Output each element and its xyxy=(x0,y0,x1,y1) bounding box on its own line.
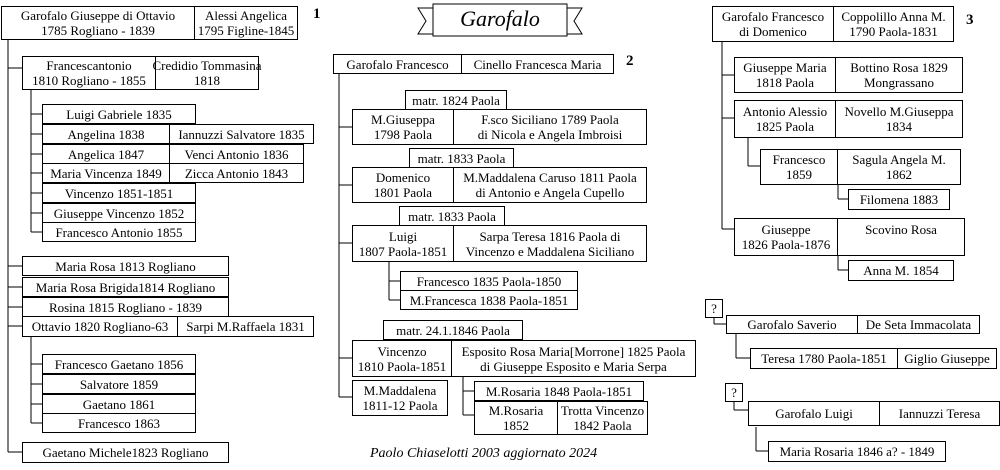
person-origin: di Domenico xyxy=(739,24,807,39)
spouse-box xyxy=(557,401,648,435)
spouse-parents: di Giuseppe Esposito e Maria Serpa xyxy=(480,358,667,374)
child-box: Ottavio 1820 Rogliano-63 xyxy=(22,316,178,337)
page-title: Garofalo xyxy=(460,6,540,31)
person-box: Garofalo Luigi xyxy=(748,401,880,426)
person-dates: 1807 Paola-1851 xyxy=(358,243,448,259)
spouse-dates: 1818 xyxy=(194,73,220,88)
family-number: 3 xyxy=(966,12,974,28)
family-number: 2 xyxy=(626,53,634,69)
spouse-box xyxy=(837,149,961,185)
marriage-label: matr. 24.1.1846 Paola xyxy=(383,320,523,340)
spouse-parents: di Antonio e Angela Cupello xyxy=(475,185,625,200)
spouse-box xyxy=(152,56,262,90)
child-box: Maria Rosa Brigida1814 Rogliano xyxy=(22,277,229,297)
child-dates: 1825 Paola xyxy=(755,119,815,134)
child-box: Luigi Gabriele 1835 xyxy=(42,104,196,124)
child-box: Maria Rosaria 1846 a? - 1849 xyxy=(768,441,946,462)
spouse-name: Trotta Vincenzo xyxy=(560,403,645,418)
child-box: Maria Vincenza 1849 xyxy=(42,163,170,183)
spouse-box: Giglio Giuseppe xyxy=(897,348,997,369)
person-box xyxy=(352,225,454,262)
child-name: Giuseppe Maria xyxy=(743,60,827,75)
spouse-box xyxy=(835,57,963,93)
person-box xyxy=(352,340,452,377)
child-box: Angelina 1838 xyxy=(42,124,170,144)
spouse-name: Bottino Rosa 1829 xyxy=(850,60,948,75)
child-name: Giuseppe xyxy=(761,222,811,237)
spouse-box: Venci Antonio 1836 xyxy=(169,144,304,164)
spouse-dates: 1862 xyxy=(886,167,912,182)
child-box: Giuseppe Vincenzo 1852 xyxy=(42,203,196,223)
person-box xyxy=(352,109,454,145)
person-box xyxy=(22,56,156,90)
spouse-box xyxy=(194,6,298,40)
spouse-dates: 1790 Paola-1831 xyxy=(849,24,938,39)
child-box: Rosina 1815 Rogliano - 1839 xyxy=(22,297,229,317)
spouse-box: De Seta Immacolata xyxy=(857,315,980,334)
child-name: Antonio Alessio xyxy=(742,104,828,119)
child-box: Salvatore 1859 xyxy=(42,374,196,394)
person-dates: 1785 Rogliano - 1839 xyxy=(41,23,155,38)
spouse-box xyxy=(835,100,963,138)
child-name: M.Rosaria xyxy=(488,403,544,418)
spouse-dates: 1842 Paola xyxy=(573,418,632,433)
child-dates: 1826 Paola-1876 xyxy=(741,237,831,252)
spouse-box: Scovino Rosa xyxy=(837,218,965,256)
child-box xyxy=(352,380,448,416)
person-name: Francescantonio xyxy=(46,58,132,73)
spouse-box xyxy=(451,340,696,377)
person-name: Garofalo Giuseppe di Ottavio xyxy=(20,8,176,23)
child-box xyxy=(734,57,836,93)
person-dates: 1810 Rogliano - 1855 xyxy=(32,73,146,88)
marriage-label: matr. 1824 Paola xyxy=(405,90,507,110)
spouse-dates: 1795 Figline-1845 xyxy=(197,23,295,38)
spouse-box: Cinello Francesca Maria xyxy=(461,54,614,74)
spouse-box xyxy=(453,225,647,262)
person-dates: 1801 Paola xyxy=(373,185,433,200)
person-dates: 1810 Paola-1851 xyxy=(357,358,447,374)
spouse-name: M.Maddalena Caruso 1811 Paola xyxy=(463,170,637,185)
child-box: Teresa 1780 Paola-1851 xyxy=(750,348,898,369)
spouse-parents: Vincenzo e Maddalena Siciliano xyxy=(465,243,635,259)
child-box xyxy=(474,401,558,435)
child-box: Vincenzo 1851-1851 xyxy=(42,183,196,203)
person-box: Garofalo Saverio xyxy=(726,315,858,334)
child-box: Maria Rosa 1813 Rogliano xyxy=(22,256,229,276)
marriage-label: matr. 1833 Paola xyxy=(399,206,505,226)
spouse-box: Sarpi M.Raffaela 1831 xyxy=(177,316,314,337)
author-signature: Paolo Chiaselotti 2003 aggiornato 2024 xyxy=(370,446,598,461)
child-dates: 1818 Paola xyxy=(755,75,815,90)
child-dates: 1811-12 Paola xyxy=(362,398,438,413)
spouse-box: Zicca Antonio 1843 xyxy=(169,163,304,183)
spouse-box xyxy=(833,6,954,42)
spouse-name: Coppolillo Anna M. xyxy=(841,9,946,24)
child-box: M.Rosaria 1848 Paola-1851 xyxy=(474,381,644,401)
child-box xyxy=(734,218,838,256)
spouse-dates: 1834 xyxy=(886,119,912,134)
child-box: Anna M. 1854 xyxy=(848,260,954,281)
person-name: Vincenzo xyxy=(377,343,427,359)
child-box xyxy=(734,100,836,138)
spouse-name: Credidio Tommasina xyxy=(152,58,262,73)
spouse-box xyxy=(453,109,647,145)
child-box: Francesco 1835 Paola-1850 xyxy=(400,271,578,291)
child-box: Angelica 1847 xyxy=(42,144,170,164)
spouse-parents: di Nicola e Angela Imbroisi xyxy=(477,127,623,142)
child-box: Francesco Gaetano 1856 xyxy=(42,354,196,374)
spouse-name: Sarpa Teresa 1816 Paola di xyxy=(479,228,621,244)
spouse-origin: Mongrassano xyxy=(863,75,935,90)
person-box: Garofalo Francesco xyxy=(333,54,462,74)
child-box: Gaetano Michele1823 Rogliano xyxy=(22,442,229,463)
child-box: Filomena 1883 xyxy=(848,189,950,210)
spouse-name: F.sco Siciliano 1789 Paola xyxy=(481,112,619,127)
child-box: M.Francesca 1838 Paola-1851 xyxy=(400,290,578,310)
spouse-name: Alessi Angelica xyxy=(205,8,287,23)
spouse-box xyxy=(453,167,647,203)
person-name: Domenico xyxy=(375,170,431,185)
grandchild-box xyxy=(760,149,838,185)
child-name: M.Maddalena xyxy=(363,383,437,398)
person-dates: 1798 Paola xyxy=(373,127,433,142)
child-box: Francesco Antonio 1855 xyxy=(42,222,196,242)
person-box xyxy=(1,6,195,40)
child-name: Francesco xyxy=(772,152,826,167)
family-number: 1 xyxy=(313,6,321,22)
spouse-box: Iannuzzi Salvatore 1835 xyxy=(169,124,314,144)
child-dates: 1852 xyxy=(503,418,529,433)
spouse-name: Novello M.Giuseppa xyxy=(844,104,954,119)
person-name: Luigi xyxy=(388,228,418,244)
person-name: Garofalo Francesco xyxy=(721,9,825,24)
spouse-name: Sagula Angela M. xyxy=(852,152,946,167)
person-box xyxy=(712,6,834,42)
person-box xyxy=(352,167,454,203)
child-box: Gaetano 1861 xyxy=(42,394,196,414)
spouse-name: Esposito Rosa Maria[Morrone] 1825 Paola xyxy=(461,343,686,359)
child-dates: 1859 xyxy=(786,167,812,182)
child-box: Francesco 1863 xyxy=(42,413,196,433)
person-name: M.Giuseppa xyxy=(371,112,435,127)
marriage-label: matr. 1833 Paola xyxy=(409,148,514,168)
spouse-box: Iannuzzi Teresa xyxy=(879,401,1000,426)
unknown-parent-marker: ? xyxy=(705,299,723,318)
unknown-parent-marker: ? xyxy=(725,383,743,402)
